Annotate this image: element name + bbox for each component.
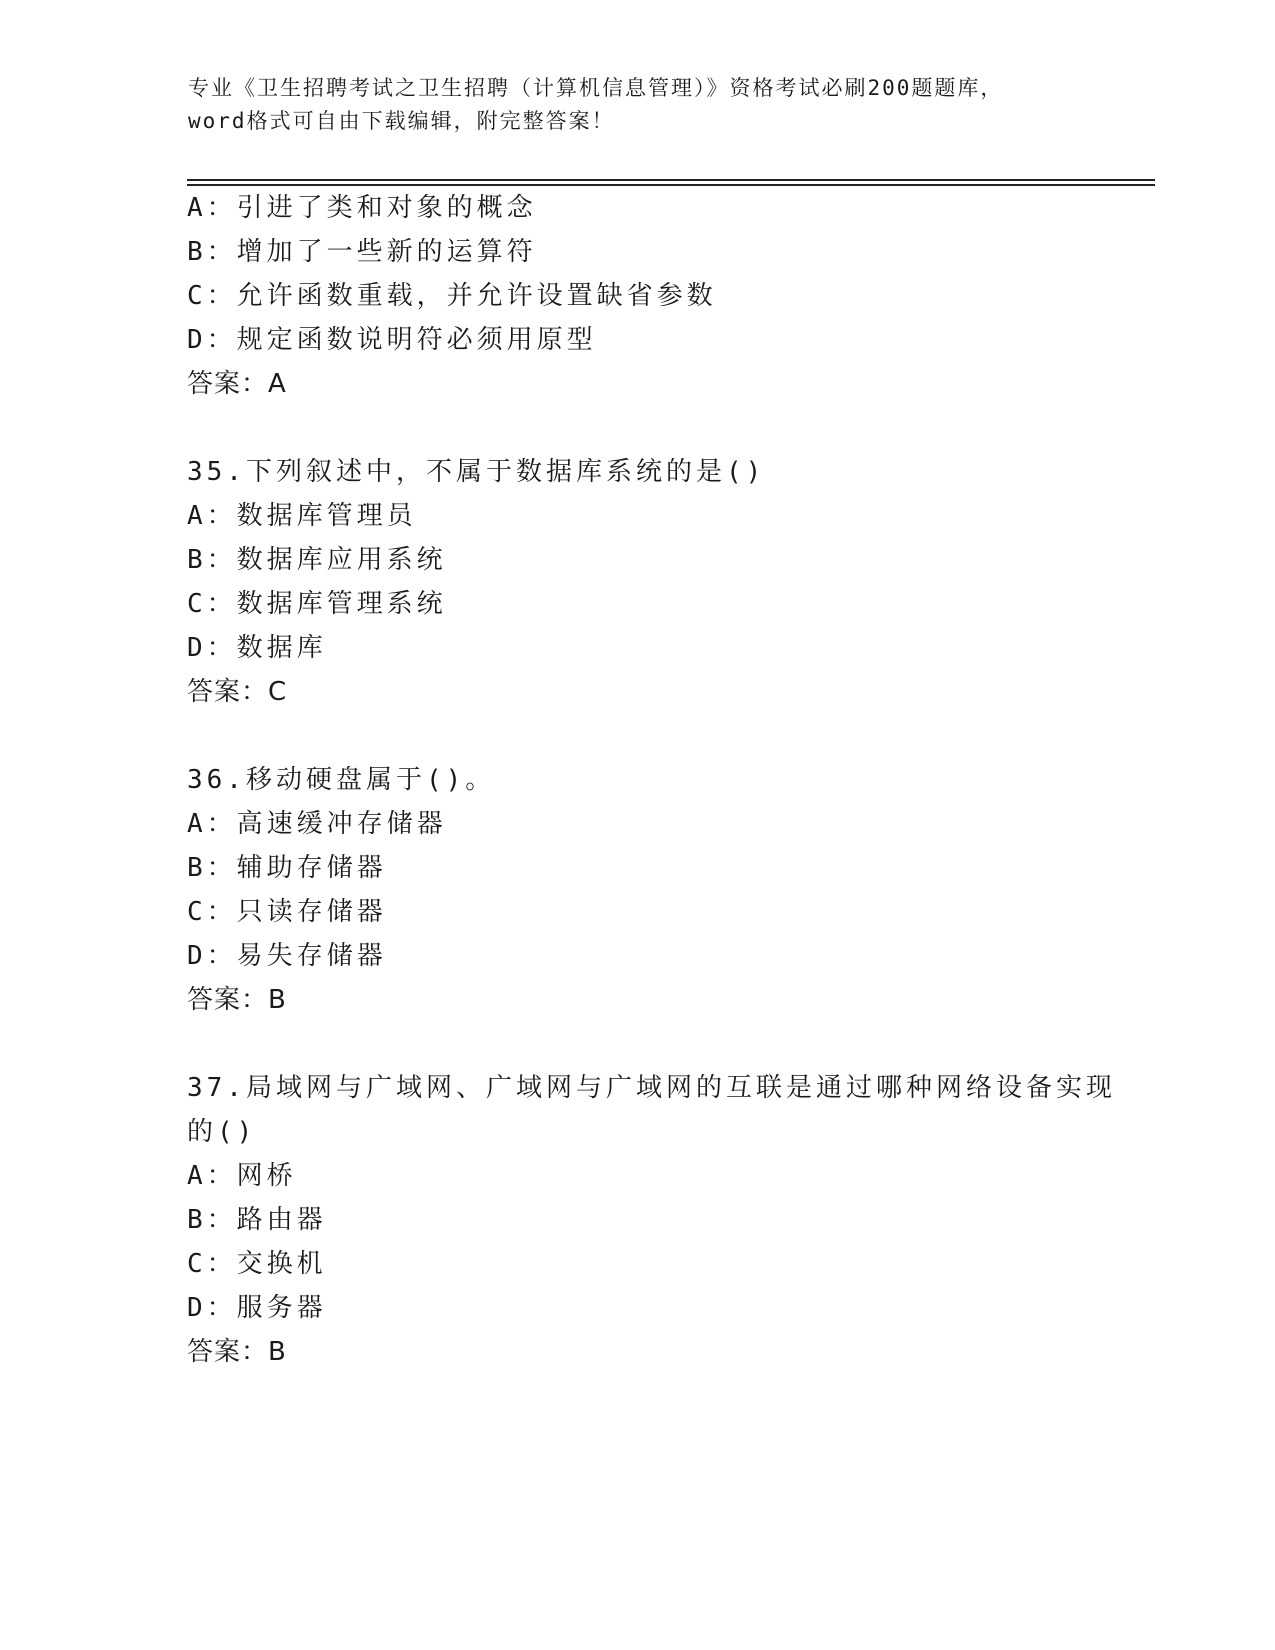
q37-option-b: B：路由器 (187, 1205, 327, 1235)
q37-option-a: A：网桥 (187, 1161, 297, 1191)
header-divider-bottom (187, 184, 1155, 186)
q37-option-d: D：服务器 (187, 1293, 327, 1323)
q37-answer: 答案：B (187, 1337, 287, 1367)
q37-question-line-1: 37.局域网与广域网、广域网与广域网的互联是通过哪种网络设备实现 (187, 1073, 1116, 1103)
q35-option-c: C：数据库管理系统 (187, 589, 447, 619)
q36-option-d: D：易失存储器 (187, 941, 387, 971)
q36-option-a: A：高速缓冲存储器 (187, 809, 447, 839)
header-line-1: 专业《卫生招聘考试之卫生招聘（计算机信息管理）》资格考试必刷200题题库， (188, 76, 1004, 100)
q34-option-c: C：允许函数重载，并允许设置缺省参数 (187, 281, 717, 311)
q36-option-b: B：辅助存储器 (187, 853, 387, 883)
document-header (188, 72, 1088, 138)
q34-option-d: D：规定函数说明符必须用原型 (187, 325, 597, 355)
q34-option-b: B：增加了一些新的运算符 (187, 237, 537, 267)
header-divider-top (187, 179, 1155, 181)
q36-answer: 答案：B (187, 985, 287, 1015)
q35-option-b: B：数据库应用系统 (187, 545, 447, 575)
q35-option-d: D：数据库 (187, 633, 327, 663)
q35-question: 35.下列叙述中，不属于数据库系统的是() (187, 457, 766, 487)
q36-option-c: C：只读存储器 (187, 897, 387, 927)
header-line-2: word格式可自由下载编辑，附完整答案！ (188, 109, 615, 133)
q35-option-a: A：数据库管理员 (187, 501, 417, 531)
q35-answer: 答案：C (187, 677, 288, 707)
q34-answer: 答案：A (187, 369, 287, 399)
q34-option-a: A：引进了类和对象的概念 (187, 193, 537, 223)
q36-question: 36.移动硬盘属于()。 (187, 765, 496, 795)
q37-option-c: C：交换机 (187, 1249, 327, 1279)
q37-question-line-2: 的() (187, 1117, 257, 1147)
